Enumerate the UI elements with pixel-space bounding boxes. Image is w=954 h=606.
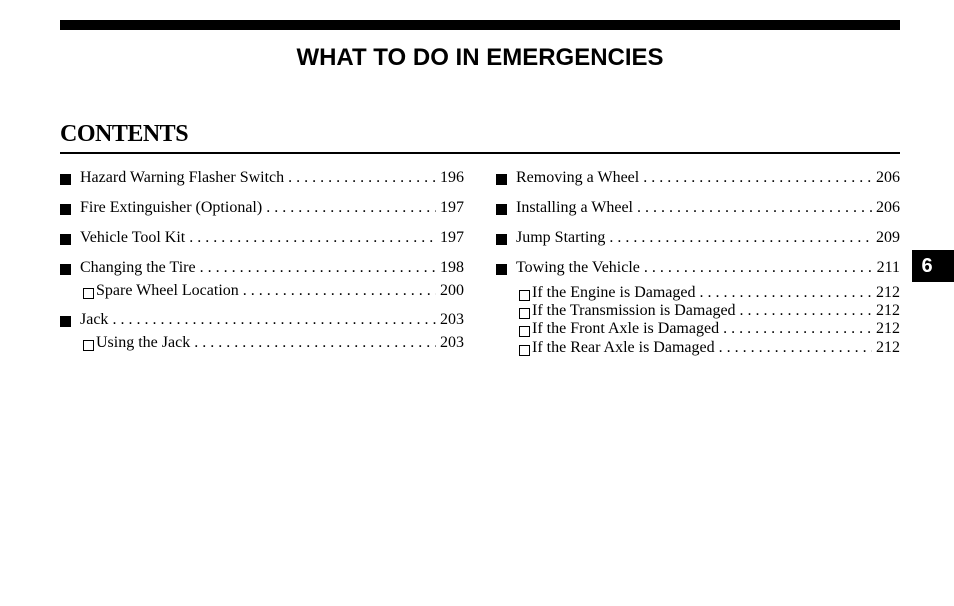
toc-entry-page: 197 [440,199,464,216]
toc-entry-label: If the Rear Axle is Damaged [532,339,715,356]
chapter-tab: 6 [912,250,954,282]
toc-subentry[interactable] [496,338,900,358]
toc-entry-page: 211 [876,259,900,276]
dot-leader [189,228,436,248]
toc-entry[interactable] [60,168,464,188]
top-rule [60,20,900,30]
toc-subentry[interactable] [60,281,464,301]
toc-entry-page: 209 [876,229,900,246]
toc-entry[interactable] [60,198,464,218]
chapter-title: WHAT TO DO IN EMERGENCIES [296,44,664,71]
toc-entry-page: 203 [440,334,464,351]
dot-leader [112,310,436,330]
toc-subentry[interactable] [496,283,900,303]
dot-leader [719,338,872,358]
dot-leader [200,258,436,278]
dot-leader [740,301,872,321]
toc-entry-label: Fire Extinguisher (Optional) [80,199,263,216]
toc-entry-page: 200 [440,282,464,299]
toc-entry-page: 206 [876,199,900,216]
toc-entry[interactable] [496,228,900,248]
dot-leader [700,283,873,303]
toc-subentry[interactable] [60,333,464,353]
toc-entry-label: Changing the Tire [80,259,196,276]
dot-leader [637,198,872,218]
toc-entry-label: Installing a Wheel [516,199,633,216]
toc-entry-page: 212 [876,339,900,356]
contents-rule [60,152,900,154]
toc-entry-page: 206 [876,169,900,186]
dot-leader [243,281,436,301]
toc-entry-label: Jump Starting [516,229,606,246]
toc-entry-page: 212 [876,284,900,301]
dot-leader [723,319,872,339]
dot-leader [609,228,872,248]
toc-entry-label: Hazard Warning Flasher Switch [80,169,285,186]
contents-heading: CONTENTS [60,121,189,147]
dot-leader [194,333,436,353]
toc-entry-page: 196 [440,169,464,186]
toc-subentry[interactable] [496,319,900,339]
toc-entry[interactable] [496,168,900,188]
toc-entry-label: If the Front Axle is Damaged [532,320,720,337]
toc-entry-label: Vehicle Tool Kit [80,229,186,246]
toc-entry[interactable] [60,310,464,330]
toc-entry-label: Removing a Wheel [516,169,640,186]
toc-entry-label: If the Transmission is Damaged [532,302,736,319]
dot-leader [644,258,873,278]
toc-entry-page: 212 [876,302,900,319]
toc-entry[interactable] [496,258,900,278]
toc-entry-label: Using the Jack [96,334,191,351]
toc-entry-page: 212 [876,320,900,337]
toc-entry-label: Spare Wheel Location [96,282,239,299]
toc-entry-label: Towing the Vehicle [516,259,640,276]
toc-entry-page: 198 [440,259,464,276]
toc-entry-label: If the Engine is Damaged [532,284,696,301]
toc-entry[interactable] [60,258,464,278]
dot-leader [643,168,872,188]
dot-leader [266,198,436,218]
dot-leader [288,168,436,188]
toc-entry-page: 197 [440,229,464,246]
toc-entry-label: Jack [80,311,109,328]
toc-entry[interactable] [496,198,900,218]
toc-entry[interactable] [60,228,464,248]
toc-subentry[interactable] [496,301,900,321]
toc-entry-page: 203 [440,311,464,328]
